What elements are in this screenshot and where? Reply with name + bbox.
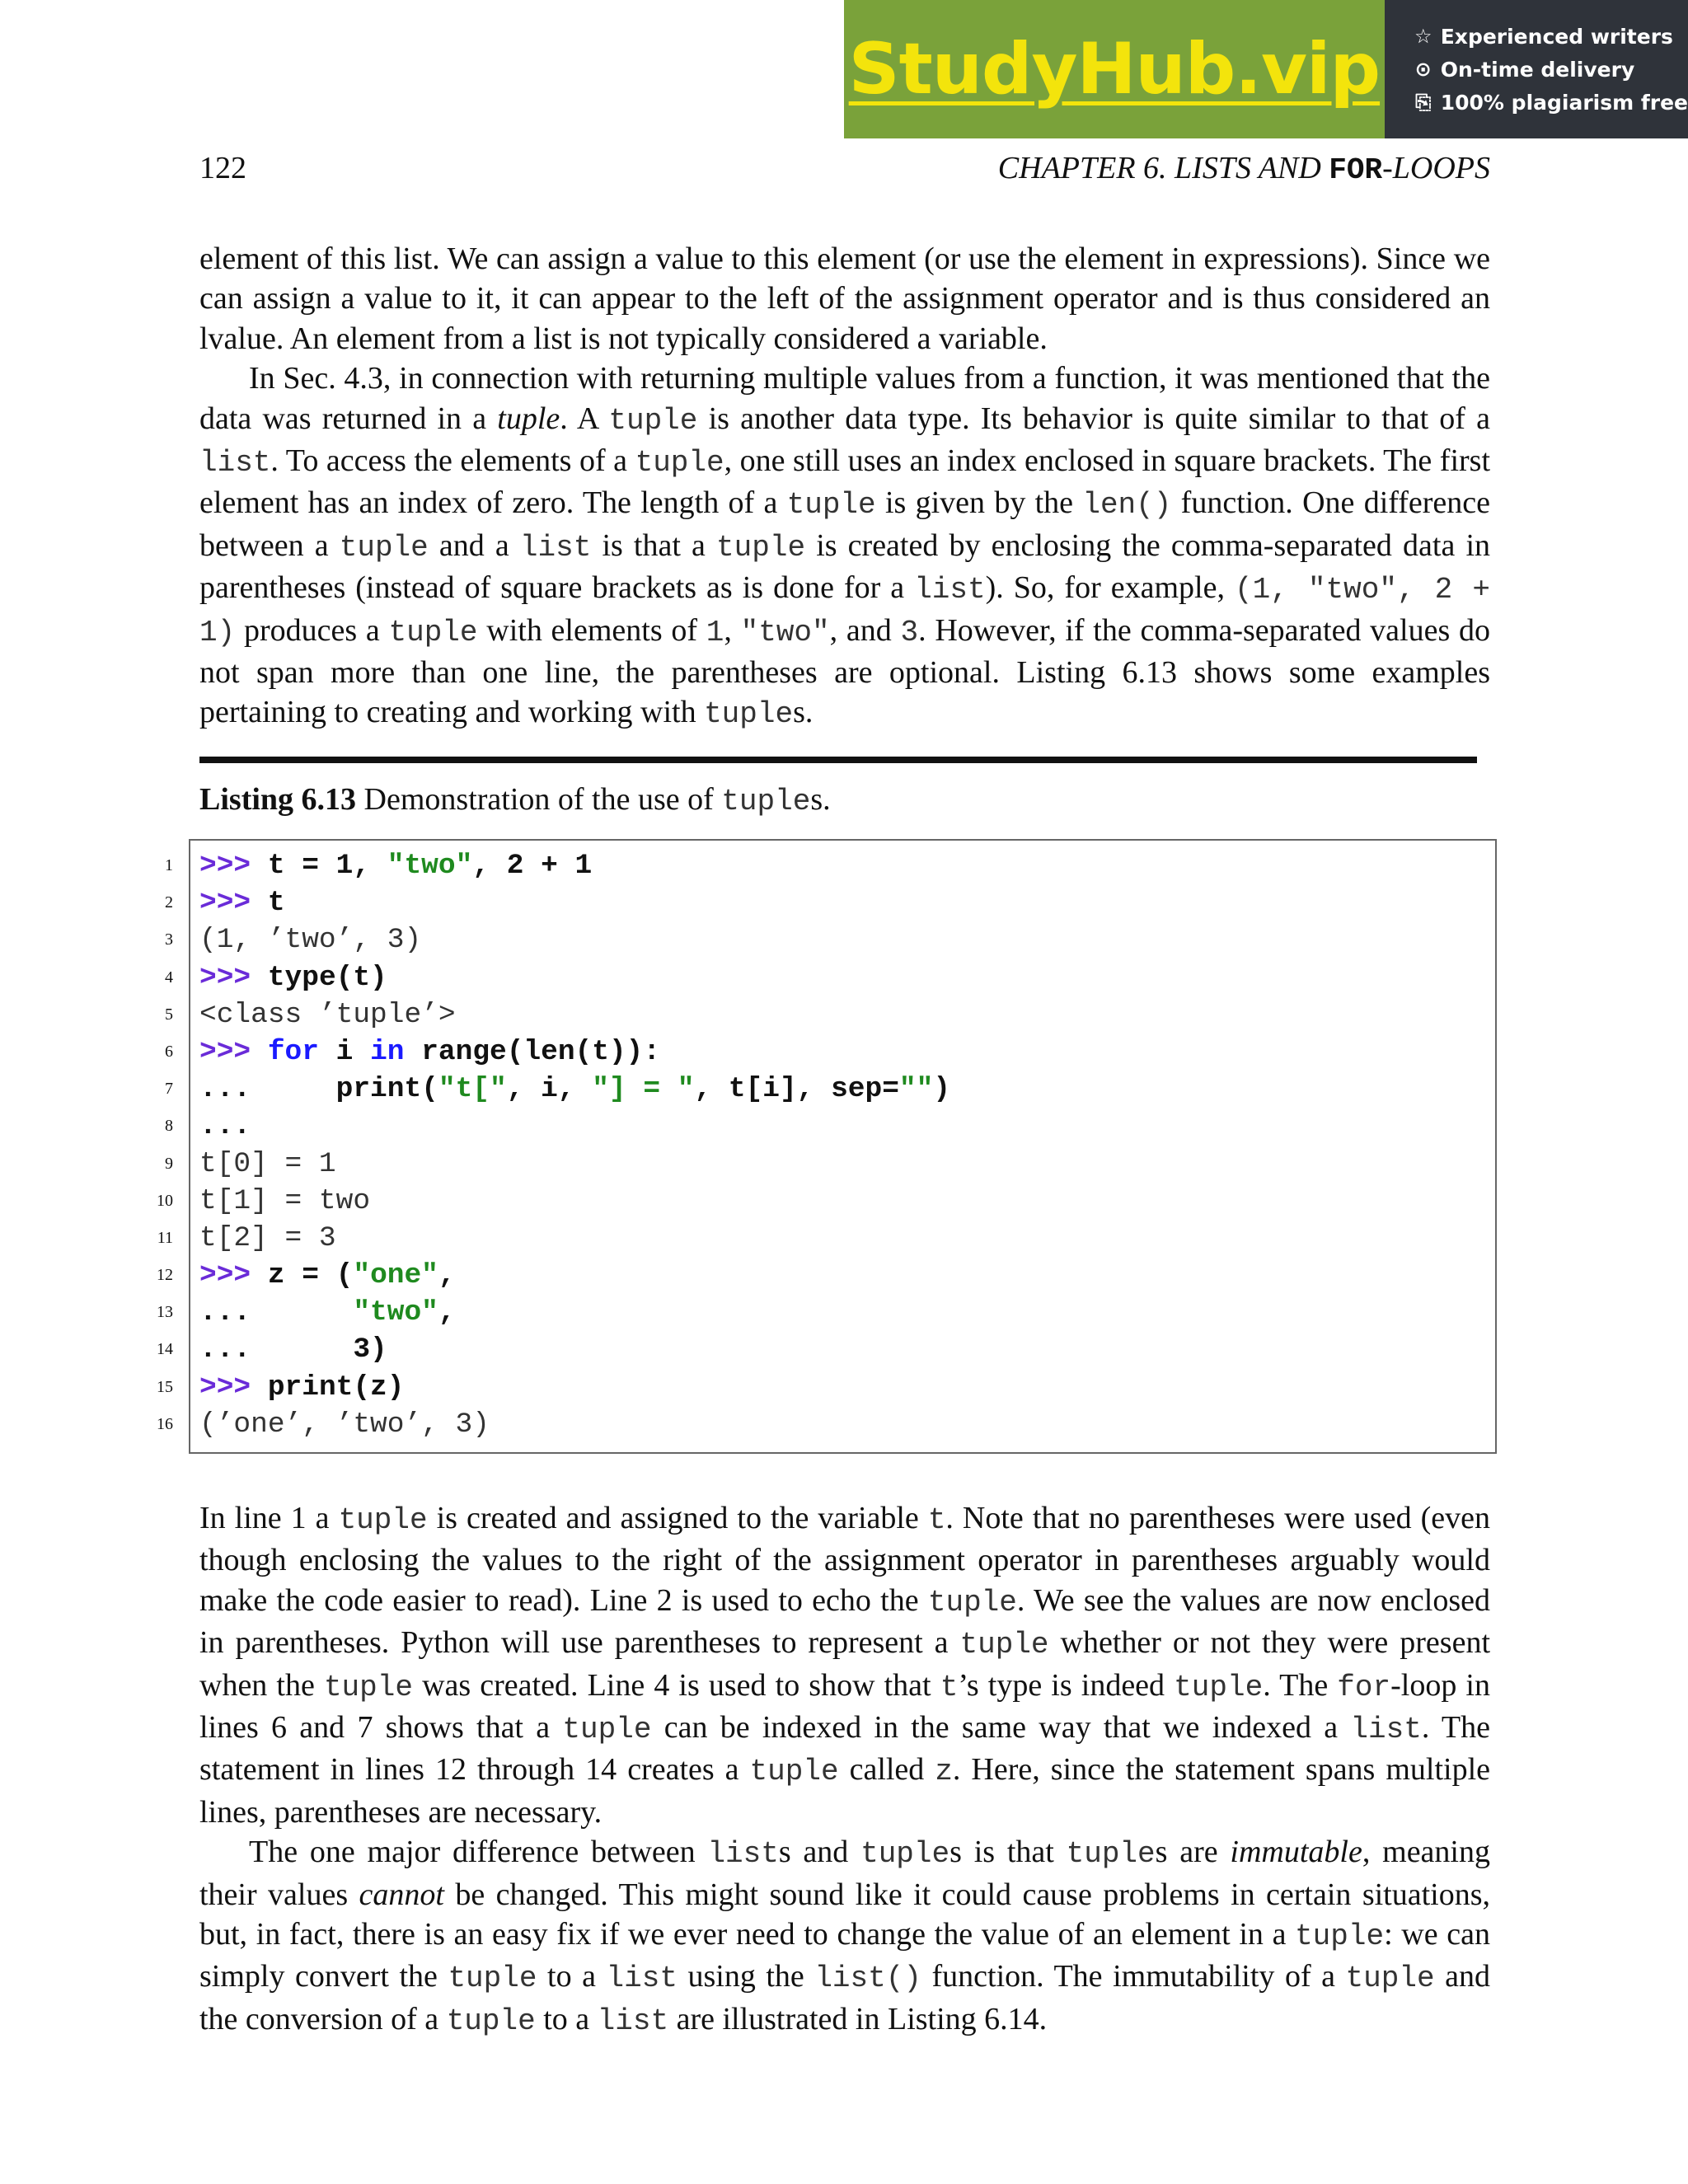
code-token: ... 3) — [199, 1333, 387, 1366]
code-token: t — [267, 887, 285, 920]
feature-item — [1413, 58, 1688, 82]
code-line — [199, 1183, 950, 1220]
inline-code: list — [707, 1837, 779, 1872]
inline-code: tuple — [1066, 1837, 1156, 1872]
text-run: whether or not they were present when the — [199, 1625, 1490, 1703]
inline-code: tuple — [1345, 1961, 1435, 1996]
code-token: ) — [933, 1073, 951, 1106]
line-number-gutter — [140, 847, 173, 1443]
code-token: (’one’, ’two’, 3) — [199, 1408, 490, 1441]
code-line — [199, 847, 950, 884]
feature-item — [1413, 25, 1688, 49]
inline-code: tuple — [446, 2004, 536, 2038]
text-run: , and — [829, 612, 901, 648]
code-token: in — [370, 1035, 405, 1068]
code-token: "one" — [353, 1259, 438, 1292]
text-run: called — [838, 1752, 935, 1788]
line-number: 5 — [165, 1005, 173, 1024]
code-token: >>> — [199, 850, 268, 882]
code-token: t = 1, — [267, 850, 387, 882]
code-token: ... — [199, 1110, 251, 1143]
paragraph — [199, 1498, 1490, 1832]
text-run: s are — [1155, 1835, 1231, 1870]
inline-code: tuple — [323, 1670, 413, 1704]
listing-rule — [199, 757, 1477, 763]
text-run: . We see the values are now enclosed in parentheses. Python will use parentheses to represent a — [199, 1582, 1490, 1661]
code-token: t[1] = two — [199, 1184, 371, 1217]
code-token: >>> — [199, 1035, 268, 1068]
feature-label: Experienced writers — [1440, 24, 1673, 49]
text-run: . Here, since the statement spans multiple lines, parentheses are necessary. — [199, 1752, 1491, 1830]
feature-item — [1413, 91, 1688, 115]
inline-code: 3 — [900, 615, 919, 649]
code-line — [199, 1146, 950, 1183]
text-run: element of this list. We can assign a value to this element (or use the element in expressions). Since we can assign a value to it, it can appear to the left of the assignment operator and is thus considered an lvalue. An element from a list is not typically considered a variable. — [199, 241, 1490, 356]
text-run: and a — [428, 527, 520, 563]
line-number: 6 — [165, 1042, 173, 1061]
studyhub-banner[interactable] — [844, 0, 1688, 138]
inline-code: list — [597, 2004, 669, 2038]
code-token: , — [438, 1259, 456, 1292]
text-run: . To access the elements of a — [270, 443, 635, 479]
page-number: 122 — [199, 151, 246, 185]
inline-code: t — [927, 1503, 946, 1537]
code-token: >>> — [199, 1371, 268, 1404]
inline-code: tuple — [786, 488, 876, 523]
text-run: , — [724, 612, 741, 648]
code-token: "two" — [353, 1296, 438, 1329]
inline-code: tuple — [608, 403, 698, 438]
text-run: is created by enclosing the comma-separated data in parentheses (instead of square brackets as is done for a — [199, 527, 1490, 606]
text-run: The one major difference between — [249, 1835, 708, 1870]
text-run: s is that — [950, 1835, 1067, 1870]
code-token: "t[" — [438, 1073, 507, 1106]
inline-code: tuple — [716, 530, 806, 565]
inline-code: tuple — [927, 1585, 1017, 1619]
text-run: was created. Line 4 is used to show that — [412, 1667, 940, 1703]
line-number: 10 — [157, 1191, 173, 1210]
inline-code: list — [199, 446, 271, 480]
inline-code: list — [606, 1961, 678, 1996]
code-token: , 2 + 1 — [472, 850, 593, 882]
inline-code: t — [940, 1670, 959, 1704]
text-run: ’s type is indeed — [958, 1667, 1175, 1703]
paragraph — [199, 359, 1490, 735]
text-run: , one still uses an index enclosed in square brackets. The first element has an index of zero. The length of a — [199, 443, 1491, 521]
body-text-bottom — [199, 1498, 1490, 2041]
inline-code: for — [1337, 1670, 1391, 1704]
inline-code: 1 — [706, 615, 724, 649]
inline-code: tuple — [860, 1837, 950, 1872]
chapter-keyword: FOR — [1329, 153, 1383, 187]
text-run: is created and assigned to the variable — [427, 1501, 928, 1535]
inline-code: tuple — [562, 1713, 652, 1747]
code-token: <class ’tuple’> — [199, 998, 456, 1031]
inline-code: z — [935, 1755, 953, 1789]
code-token: range(len(t)): — [404, 1035, 661, 1068]
code-token: (1, ’two’, 3) — [199, 924, 422, 957]
code-token: , — [438, 1296, 456, 1329]
inline-code: tuple — [388, 615, 478, 649]
line-number: 9 — [165, 1154, 173, 1173]
code-line — [199, 1220, 950, 1257]
line-number: 3 — [165, 930, 173, 949]
inline-code: tuple — [448, 1961, 537, 1996]
inline-code: tuple — [1295, 1919, 1385, 1954]
emphasis: tuple — [497, 401, 560, 436]
line-number: 13 — [157, 1303, 173, 1322]
text-run: . The statement in lines 12 through 14 creates a — [199, 1710, 1490, 1788]
code-token: >>> — [199, 1259, 268, 1292]
code-line — [199, 1071, 950, 1108]
inline-code: (1, "two", 2 + 1) — [199, 573, 1491, 649]
code-token: print(z) — [267, 1371, 405, 1404]
brand-name: StudyHub.vip — [848, 28, 1381, 110]
code-line — [199, 996, 950, 1033]
feature-label: On-time delivery — [1440, 57, 1635, 82]
inline-code: list() — [814, 1961, 921, 1996]
inline-code: list — [1350, 1713, 1422, 1747]
text-run: to a — [535, 2001, 598, 2036]
inline-code: tuple — [959, 1628, 1049, 1662]
inline-code: tuple — [1174, 1670, 1264, 1704]
line-number: 8 — [165, 1117, 173, 1136]
line-number: 2 — [165, 893, 173, 912]
body-text-top — [199, 239, 1490, 735]
paragraph — [199, 1832, 1490, 2041]
inline-code: list — [519, 530, 592, 565]
code-line — [199, 1331, 950, 1368]
text-run: is that a — [591, 527, 717, 563]
chapter-title-suffix: -LOOPS — [1382, 151, 1490, 185]
code-token: z = ( — [267, 1259, 354, 1292]
caption-text: Demonstration of the use of — [356, 782, 722, 817]
text-run: produces a — [235, 612, 389, 648]
code-line — [199, 1108, 950, 1145]
caption-end: s. — [810, 782, 831, 817]
chapter-title: CHAPTER 6. LISTS AND — [997, 151, 1329, 185]
code-token: i — [318, 1035, 371, 1068]
text-run: . A — [560, 401, 609, 436]
caption-code: tuple — [721, 785, 811, 818]
code-token: t[0] = 1 — [199, 1147, 336, 1180]
text-run: and the conversion of a — [199, 1959, 1490, 2036]
line-number: 14 — [157, 1340, 173, 1359]
text-run: s. — [793, 695, 814, 730]
code-token: ... print( — [199, 1073, 438, 1106]
text-run: In Sec. 4.3, in connection with returning multiple values from a function, it was mentioned that the data was returned in a — [199, 361, 1490, 436]
code-line — [199, 1406, 950, 1443]
text-run: is given by the — [875, 485, 1083, 521]
text-run: : we can simply convert the — [199, 1917, 1490, 1994]
text-run: with elements of — [477, 612, 706, 648]
code-token: type(t) — [267, 961, 387, 994]
inline-code: tuple — [749, 1755, 839, 1789]
emphasis: cannot — [359, 1877, 444, 1912]
code-token: , t[i], sep= — [694, 1073, 899, 1106]
code-block — [199, 847, 950, 1443]
line-number: 1 — [165, 856, 173, 874]
text-run: using the — [677, 1959, 815, 1994]
inline-code: "two" — [740, 615, 830, 649]
text-run: ). So, for example, — [985, 570, 1235, 606]
running-head — [998, 150, 1490, 187]
text-run: . However, if the comma-separated values do not span more than one line, the parentheses are optional. Listing 6.13 shows some examples pertaining to creating and working with — [199, 612, 1491, 730]
paragraph — [199, 239, 1490, 359]
text-run: . Note that no parentheses were used (even though enclosing the values to the right of the assignment operator in parentheses arguably would make the code easier to read). Line 2 is used to echo the — [199, 1501, 1490, 1618]
code-line — [199, 1033, 950, 1071]
line-number: 16 — [157, 1414, 173, 1433]
line-number: 15 — [157, 1377, 173, 1396]
line-number: 4 — [165, 968, 173, 987]
inline-code: tuple — [635, 446, 724, 480]
text-run: -loop in lines 6 and 7 shows that a — [199, 1667, 1490, 1746]
text-run: function. The immutability of a — [921, 1959, 1346, 1994]
clock-icon: ⊙ — [1414, 58, 1432, 81]
emphasis: immutable — [1230, 1835, 1362, 1870]
text-run: is another data type. Its behavior is quite similar to that of a — [697, 401, 1490, 436]
listing-caption — [199, 781, 831, 818]
code-line — [199, 921, 950, 958]
text-run: s and — [778, 1835, 861, 1870]
code-token: , i, — [506, 1073, 593, 1106]
code-token: >>> — [199, 887, 268, 920]
code-token: for — [267, 1035, 319, 1068]
inline-code: tuple — [704, 697, 794, 732]
inline-code: tuple — [338, 1503, 428, 1537]
code-line — [199, 1369, 950, 1406]
text-run: . The — [1263, 1667, 1338, 1703]
code-line — [199, 959, 950, 996]
brand-logo[interactable] — [844, 0, 1385, 138]
code-token: t[2] = 3 — [199, 1221, 336, 1254]
star-icon: ☆ — [1414, 25, 1432, 48]
text-run: to a — [537, 1959, 607, 1994]
code-token: "two" — [387, 850, 473, 882]
text-run: function. One difference between a — [199, 485, 1491, 563]
inline-code: tuple — [339, 530, 429, 565]
code-line — [199, 884, 950, 921]
line-number: 7 — [165, 1080, 173, 1099]
code-line — [199, 1257, 950, 1294]
code-line — [199, 1294, 950, 1331]
code-token: ... — [199, 1296, 354, 1329]
code-token: "] = " — [592, 1073, 695, 1106]
text-run: , meaning their values — [199, 1835, 1490, 1912]
text-run: are illustrated in Listing 6.14. — [668, 2001, 1048, 2036]
text-run: be changed. This might sound like it could cause problems in certain situations, but, in fact, there is an easy fix if we ever need to change the value of an element in a — [199, 1877, 1490, 1952]
line-number: 12 — [157, 1266, 173, 1285]
line-number: 11 — [157, 1228, 173, 1247]
inline-code: len() — [1082, 488, 1172, 523]
text-run: can be indexed in the same way that we indexed a — [651, 1710, 1351, 1746]
copy-icon: ⎘ — [1415, 91, 1432, 114]
feature-list — [1385, 0, 1688, 138]
text-run: In line 1 a — [199, 1501, 339, 1535]
inline-code: list — [914, 573, 986, 607]
feature-label: 100% plagiarism free — [1440, 90, 1688, 115]
listing-label: Listing 6.13 — [199, 782, 357, 817]
code-token: "" — [898, 1073, 934, 1106]
code-token: >>> — [199, 961, 268, 994]
